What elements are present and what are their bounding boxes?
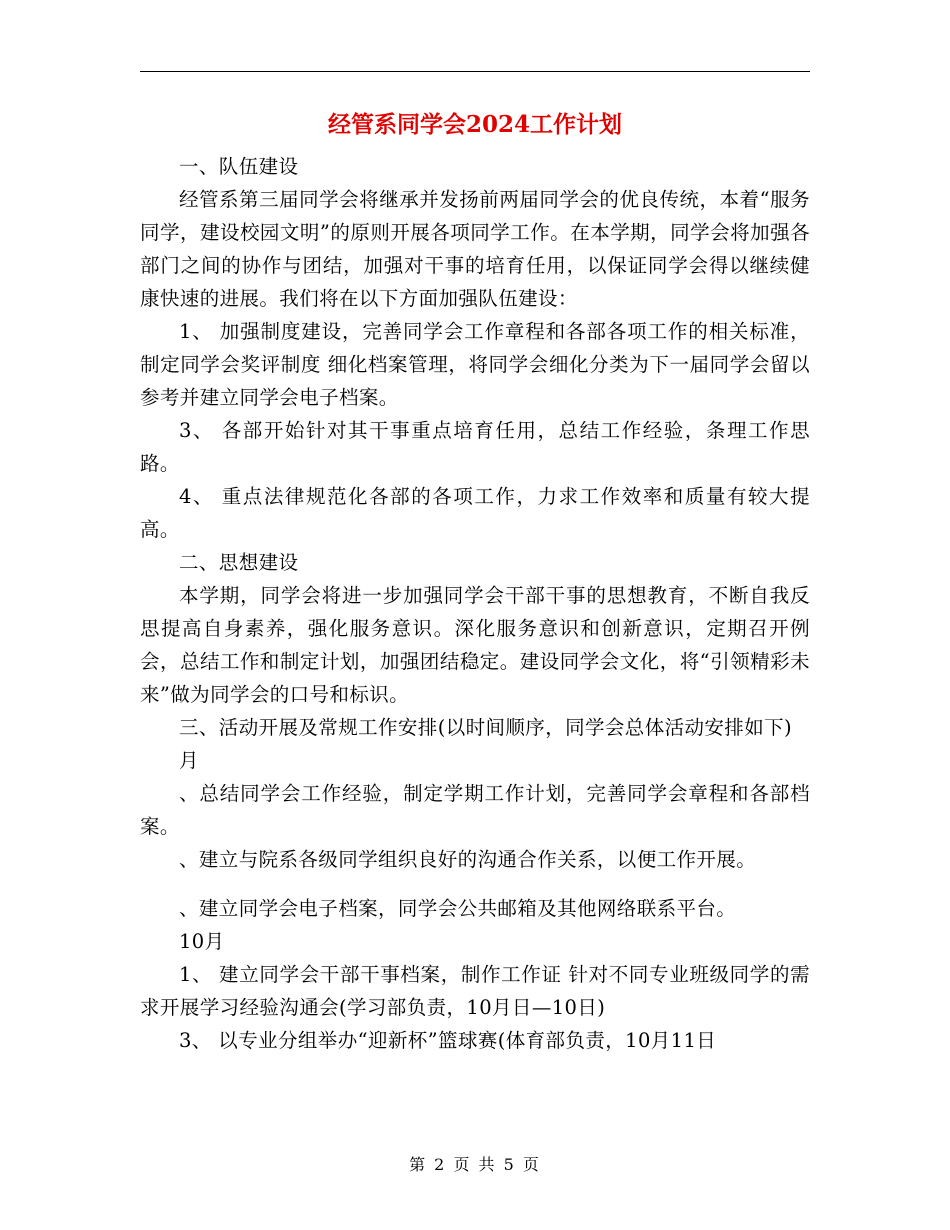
header-rule — [140, 71, 810, 72]
paragraph-ideology: 本学期，同学会将进一步加强同学会干部干事的思想教育，不断自我反思提高自身素养，强化服务意识。深化服务意识和创新意识，定期召开例会，总结工作和制定计划，加强团结稳定。建设同学会文化，将“引领精彩未来”做为同学会的口号和标识。 — [140, 584, 810, 706]
document-title: 经管系同学会2024工作计划 — [327, 111, 622, 138]
paragraph-team-intro: 经管系第三届同学会将继承并发扬前两届同学会的优良传统，本着“服务同学，建设校园文明”的原则开展各项同学工作。在本学期，同学会将加强各部门之间的协作与团结，加强对干事的培育任用，以保证同学会得以继续健康快速的进展。我们将在以下方面加强队伍建设： — [140, 188, 810, 310]
list-item-standardization: 4、 重点法律规范化各部的各项工作，力求工作效率和质量有较大提高。 — [140, 485, 810, 541]
list-item-system-building: 1、 加强制度建设，完善同学会工作章程和各部各项工作的相关标准，制定同学会奖评制度 细化档案管理，将同学会细化分类为下一届同学会留以参考并建立同学会电子档案。 — [140, 320, 810, 409]
page-number: 第 2 页 共 5 页 — [409, 1155, 541, 1174]
month-heading-october: 10月 — [179, 930, 225, 953]
list-item-cooperation: 、建立与院系各级同学组织良好的沟通合作关系，以便工作开展。 — [179, 848, 757, 871]
section-heading-team: 一、队伍建设 — [179, 155, 299, 178]
section-heading-ideology: 二、思想建设 — [179, 551, 299, 574]
list-item-basketball: 3、 以专业分组举办“迎新杯”篮球赛(体育部负责，10月11日 — [179, 1029, 717, 1052]
list-item-staff-archive: 1、 建立同学会干部干事档案，制作工作证 针对不同专业班级同学的需求开展学习经验沟通会(学习部负责，10月日—10日) — [140, 963, 810, 1019]
document-body — [140, 150, 810, 1057]
list-item-summary: 、总结同学会工作经验，制定学期工作计划，完善同学会章程和各部档案。 — [140, 782, 810, 838]
list-item-staff-training: 3、 各部开始针对其干事重点培育任用，总结工作经验，条理工作思路。 — [140, 419, 810, 475]
month-heading: 月 — [179, 749, 199, 772]
section-heading-activities: 三、活动开展及常规工作安排(以时间顺序，同学会总体活动安排如下) — [179, 716, 793, 739]
list-item-e-archive: 、建立同学会电子档案，同学会公共邮箱及其他网络联系平台。 — [179, 897, 737, 920]
